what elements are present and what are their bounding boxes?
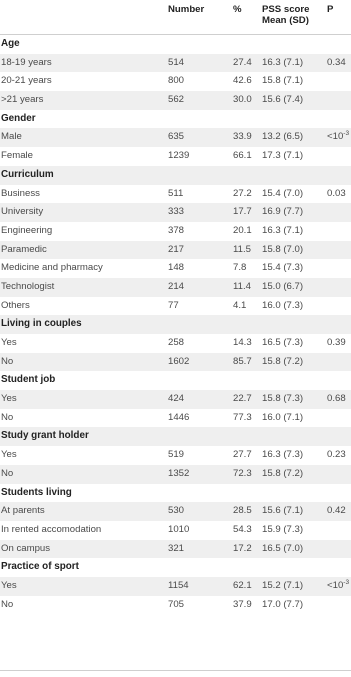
section-heading: Students living [1, 486, 72, 498]
cell-pss-score [262, 502, 303, 521]
p-value-exponent: -3 [343, 578, 350, 586]
row-label-text: Engineering [1, 224, 53, 236]
cell-percent-text: 30.0 [233, 94, 252, 106]
cell-p-value-text: 0.68 [327, 393, 346, 405]
cell-number-text: 77 [168, 299, 179, 311]
cell-p-value [327, 128, 349, 147]
cell-percent [233, 72, 252, 91]
section-heading: Curriculum [1, 168, 54, 180]
cell-pss-score [262, 278, 303, 297]
row-label-text: Male [1, 131, 22, 143]
table-row [0, 521, 351, 540]
cell-pss-score-text: 15.8 (7.1) [262, 75, 304, 87]
row-label-text: Yes [1, 337, 17, 348]
cell-pss-score-text: 16.5 (7.0) [262, 542, 304, 554]
cell-number-text: 378 [168, 224, 185, 236]
cell-pss-score [262, 222, 303, 241]
cell-number [168, 390, 184, 409]
cell-percent [233, 446, 252, 465]
cell-pss-score-text: 15.4 (7.3) [262, 262, 304, 274]
cell-number-text: 514 [168, 56, 185, 68]
cell-p-value-text: <10 [327, 131, 344, 143]
header-number: Number [168, 4, 205, 15]
table-body [0, 35, 351, 614]
row-label [1, 241, 47, 260]
row-label [1, 222, 52, 241]
cell-percent [233, 521, 252, 540]
row-label-text: 18-19 years [1, 56, 52, 68]
cell-pss-score-text: 15.8 (7.2) [262, 467, 304, 479]
cell-percent [233, 577, 252, 596]
cell-percent [233, 465, 252, 484]
table-bottom-rule [0, 670, 351, 671]
cell-number-text: 519 [168, 449, 185, 461]
row-label [1, 596, 13, 615]
cell-p-value [327, 54, 346, 73]
row-label-text: Medicine and pharmacy [1, 262, 103, 274]
cell-p-value-text: 0.03 [327, 187, 346, 199]
cell-pss-score [262, 465, 303, 484]
cell-pss-score [262, 147, 303, 166]
row-label-text: >21 years [1, 94, 44, 106]
section-heading: Practice of sport [1, 561, 79, 573]
cell-number-text: 511 [168, 187, 184, 199]
cell-number [168, 72, 184, 91]
cell-number-text: 333 [168, 206, 185, 218]
header-pss-line2: Mean (SD) [262, 15, 309, 26]
cell-pss-score [262, 297, 303, 316]
cell-number-text: 800 [168, 75, 185, 87]
row-label-text: No [1, 467, 14, 479]
table-row [0, 353, 351, 372]
cell-number-text: 1446 [168, 411, 190, 423]
cell-number [168, 147, 189, 166]
section-heading: Age [1, 38, 20, 49]
row-label [1, 577, 17, 596]
cell-percent [233, 540, 252, 559]
cell-percent-text: 27.2 [233, 187, 252, 199]
section-heading: Student job [1, 374, 56, 386]
table-row [0, 241, 351, 260]
row-label [1, 446, 17, 465]
row-label [1, 203, 43, 222]
cell-number [168, 128, 184, 147]
cell-percent-text: 20.1 [233, 224, 252, 236]
section-heading-row [0, 427, 351, 446]
cell-pss-score-text: 15.6 (7.4) [262, 94, 304, 106]
row-label-text: On campus [1, 542, 51, 554]
row-label-text: No [1, 598, 14, 610]
cell-number-text: 1154 [168, 579, 189, 591]
row-label-text: Technologist [1, 280, 55, 292]
section-heading-row [0, 484, 351, 503]
cell-percent-text: 72.3 [233, 467, 252, 479]
cell-p-value-text: 0.42 [327, 505, 346, 517]
section-heading-row [0, 315, 351, 334]
table-row [0, 128, 351, 147]
section-heading: Gender [1, 112, 36, 124]
cell-number-text: 321 [168, 542, 185, 554]
cell-number-text: 1010 [168, 523, 190, 535]
cell-percent-text: 11.5 [233, 243, 251, 255]
section-heading-row [0, 558, 351, 577]
cell-pss-score [262, 72, 303, 91]
row-label [1, 390, 17, 409]
cell-number [168, 465, 189, 484]
cell-pss-score-text: 16.3 (7.3) [262, 449, 304, 461]
cell-percent [233, 297, 246, 316]
cell-number [168, 54, 184, 73]
row-label-text: Business [1, 187, 40, 199]
cell-pss-score-text: 13.2 (6.5) [262, 131, 304, 143]
cell-number [168, 596, 184, 615]
cell-p-value-text: <10 [327, 579, 344, 591]
cell-number-text: 217 [168, 243, 185, 255]
cell-pss-score-text: 15.8 (7.0) [262, 243, 304, 255]
row-label-text: At parents [1, 505, 45, 517]
row-label-text: Yes [1, 579, 17, 591]
cell-percent [233, 353, 252, 372]
row-label-text: 20-21 years [1, 75, 52, 87]
header-pss-score [262, 4, 322, 26]
table-row [0, 577, 351, 596]
cell-number [168, 241, 184, 260]
row-label [1, 185, 40, 204]
cell-pss-score [262, 203, 303, 222]
cell-number [168, 222, 184, 241]
cell-pss-score [262, 241, 303, 260]
cell-number [168, 334, 184, 353]
header-percent: % [233, 4, 242, 15]
cell-pss-score [262, 390, 303, 409]
section-heading-row [0, 35, 351, 54]
table-row [0, 540, 351, 559]
section-heading-row [0, 110, 351, 129]
cell-number [168, 259, 184, 278]
cell-number [168, 91, 184, 110]
cell-pss-score-text: 16.0 (7.3) [262, 299, 304, 311]
cell-percent-text: 33.9 [233, 131, 252, 143]
cell-pss-score-text: 16.3 (7.1) [262, 224, 304, 236]
row-label-text: Paramedic [1, 243, 47, 255]
cell-percent [233, 128, 252, 147]
row-label [1, 278, 54, 297]
cell-pss-score-text: 15.6 (7.1) [262, 505, 304, 517]
cell-number-text: 424 [168, 393, 185, 405]
cell-percent [233, 91, 252, 110]
table-row [0, 390, 351, 409]
cell-p-value [327, 502, 346, 521]
table-header [0, 0, 351, 35]
cell-p-value [327, 185, 346, 204]
cell-pss-score [262, 596, 303, 615]
cell-percent [233, 54, 252, 73]
cell-number [168, 353, 189, 372]
row-label [1, 297, 30, 316]
cell-number [168, 409, 189, 428]
row-label-text: University [1, 206, 44, 218]
cell-percent-text: 66.1 [233, 150, 252, 162]
cell-number [168, 446, 184, 465]
row-label [1, 72, 52, 91]
row-label [1, 334, 17, 353]
cell-pss-score-text: 17.0 (7.7) [262, 598, 304, 610]
table-row [0, 185, 351, 204]
section-heading-row [0, 371, 351, 390]
cell-percent [233, 222, 252, 241]
cell-percent [233, 241, 251, 260]
section-heading-row [0, 166, 351, 185]
cell-pss-score-text: 16.5 (7.3) [262, 337, 304, 348]
row-label [1, 147, 33, 166]
cell-percent-text: 85.7 [233, 355, 252, 367]
cell-number [168, 203, 184, 222]
cell-pss-score-text: 15.8 (7.2) [262, 355, 304, 367]
cell-number-text: 214 [168, 280, 185, 292]
row-label [1, 91, 43, 110]
header-pss-line1: PSS score [262, 4, 310, 15]
cell-number-text: 1602 [168, 355, 190, 367]
cell-pss-score-text: 15.0 (6.7) [262, 280, 304, 292]
cell-percent-text: 22.7 [233, 393, 252, 405]
cell-pss-score [262, 128, 303, 147]
cell-pss-score-text: 16.9 (7.7) [262, 206, 304, 218]
table-row [0, 446, 351, 465]
cell-percent [233, 259, 246, 278]
cell-percent-text: 4.1 [233, 299, 247, 311]
cell-number-text: 148 [168, 262, 185, 274]
p-value-exponent: -3 [343, 130, 350, 138]
cell-percent [233, 409, 252, 428]
cell-percent-text: 77.3 [233, 411, 252, 423]
row-label-text: Female [1, 150, 33, 162]
table-row [0, 334, 351, 353]
table-row [0, 465, 351, 484]
row-label-text: No [1, 355, 14, 367]
cell-p-value-text: 0.39 [327, 337, 346, 348]
cell-number [168, 185, 183, 204]
row-label-text: Yes [1, 449, 17, 461]
table-row [0, 502, 351, 521]
row-label [1, 502, 45, 521]
cell-number-text: 1239 [168, 150, 190, 162]
cell-pss-score [262, 446, 303, 465]
table-row [0, 91, 351, 110]
header-p: P [327, 4, 334, 15]
section-heading: Study grant holder [1, 430, 89, 442]
cell-percent-text: 27.7 [233, 449, 252, 461]
cell-number-text: 530 [168, 505, 185, 517]
table-row [0, 259, 351, 278]
cell-number-text: 705 [168, 598, 185, 610]
row-label [1, 521, 101, 540]
table-row [0, 72, 351, 91]
cell-number-text: 562 [168, 94, 185, 106]
table-row [0, 222, 351, 241]
cell-pss-score [262, 521, 303, 540]
cell-percent [233, 390, 252, 409]
table-row [0, 278, 351, 297]
cell-percent-text: 54.3 [233, 523, 252, 535]
table-row [0, 203, 351, 222]
cell-number [168, 278, 184, 297]
row-label [1, 54, 52, 73]
cell-pss-score-text: 15.2 (7.1) [262, 579, 304, 591]
cell-pss-score-text: 16.0 (7.1) [262, 411, 304, 423]
cell-p-value [327, 577, 349, 596]
cell-number [168, 577, 189, 596]
cell-p-value [327, 446, 346, 465]
cell-percent-text: 42.6 [233, 75, 252, 87]
cell-pss-score [262, 353, 303, 372]
cell-pss-score-text: 16.3 (7.1) [262, 56, 304, 68]
cell-pss-score [262, 577, 303, 596]
row-label [1, 465, 13, 484]
cell-pss-score [262, 259, 303, 278]
row-label-text: Yes [1, 393, 17, 405]
cell-percent-text: 27.4 [233, 56, 252, 68]
table-row [0, 409, 351, 428]
cell-percent [233, 502, 252, 521]
cell-number [168, 521, 189, 540]
cell-pss-score [262, 185, 303, 204]
cell-percent-text: 14.3 [233, 337, 252, 348]
cell-p-value-text: 0.34 [327, 56, 346, 68]
cell-pss-score-text: 15.4 (7.0) [262, 187, 304, 199]
cell-pss-score [262, 540, 303, 559]
row-label [1, 128, 22, 147]
cell-p-value-text: 0.23 [327, 449, 346, 461]
row-label-text: Others [1, 299, 30, 311]
cell-percent [233, 278, 251, 297]
cell-percent [233, 334, 252, 353]
row-label [1, 540, 50, 559]
cell-number [168, 297, 179, 316]
cell-percent-text: 11.4 [233, 280, 251, 292]
cell-percent-text: 17.7 [233, 206, 252, 218]
cell-percent-text: 28.5 [233, 505, 252, 517]
cell-percent-text: 7.8 [233, 262, 247, 274]
cell-percent-text: 17.2 [233, 542, 252, 554]
row-label [1, 409, 13, 428]
section-heading: Living in couples [1, 318, 82, 330]
cell-percent-text: 62.1 [233, 579, 252, 591]
row-label-text: No [1, 411, 14, 423]
table-row [0, 596, 351, 615]
cell-p-value [327, 390, 346, 409]
row-label [1, 353, 13, 372]
cell-pss-score-text: 15.8 (7.3) [262, 393, 304, 405]
cell-pss-score [262, 91, 303, 110]
cell-number-text: 635 [168, 131, 185, 143]
cell-percent [233, 596, 252, 615]
cell-pss-score [262, 334, 303, 353]
cell-percent-text: 37.9 [233, 598, 252, 610]
cell-p-value [327, 334, 346, 353]
row-label-text: In rented accomodation [1, 523, 102, 535]
cell-pss-score-text: 17.3 (7.1) [262, 150, 304, 162]
table-row [0, 297, 351, 316]
cell-percent [233, 185, 252, 204]
cell-pss-score-text: 15.9 (7.3) [262, 523, 304, 535]
cell-percent [233, 203, 252, 222]
cell-pss-score [262, 54, 303, 73]
table-row [0, 147, 351, 166]
cell-number-text: 258 [168, 337, 185, 348]
table-row [0, 54, 351, 73]
cell-number [168, 540, 184, 559]
cell-percent [233, 147, 252, 166]
cell-number [168, 502, 184, 521]
cell-pss-score [262, 409, 303, 428]
cell-number-text: 1352 [168, 467, 190, 479]
row-label [1, 259, 103, 278]
